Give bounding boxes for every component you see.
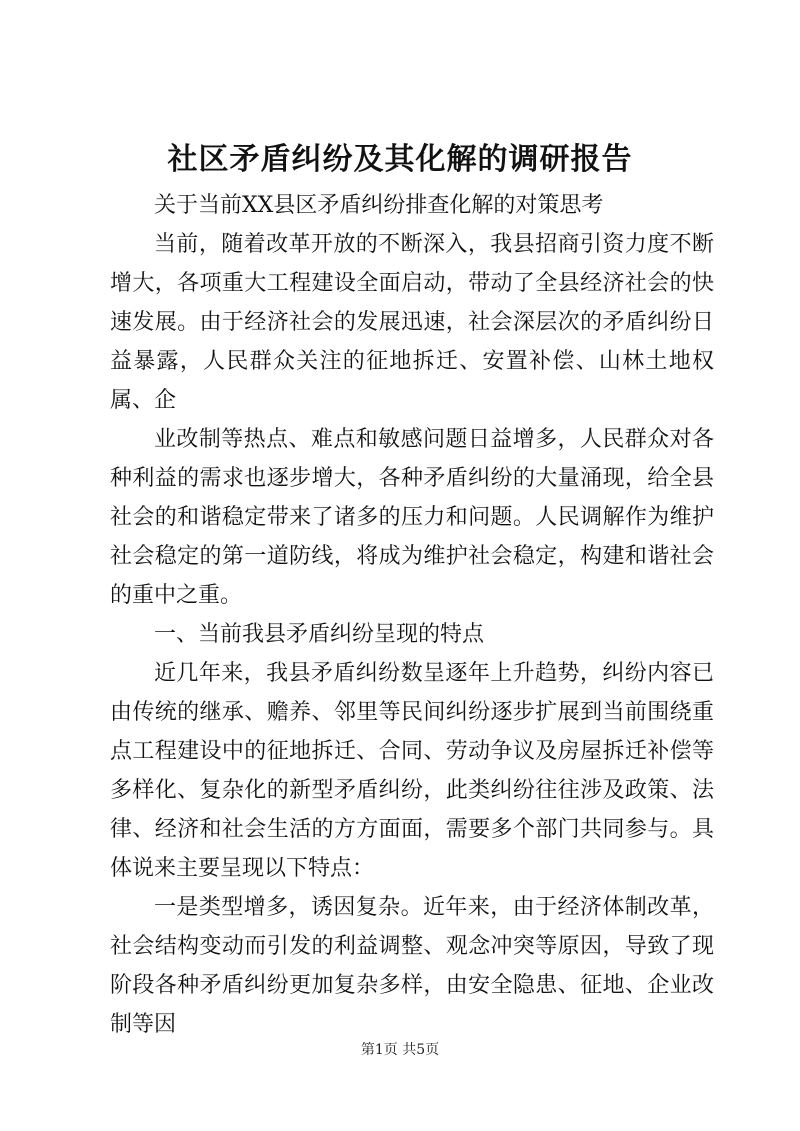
body-paragraph: 一是类型增多，诱因复杂。近年来，由于经济体制改革，社会结构变动而引发的利益调整、观念冲突等原因，导致了现阶段各种矛盾纠纷更加复杂多样，由安全隐患、征地、企业改制等因 xyxy=(110,895,714,1037)
section-heading: 一、当前我县矛盾纠纷呈现的特点 xyxy=(154,622,485,647)
subtitle-paragraph: 关于当前XX县区矛盾纠纷排查化解的对策思考 xyxy=(154,193,604,218)
page-footer: 第1页 共5页 xyxy=(360,1042,440,1058)
body-paragraph: 当前，随着改革开放的不断深入，我县招商引资力度不断增大，各项重大工程建设全面启动，带动了全县经济社会的快速发展。由于经济社会的发展迅速，社会深层次的矛盾纠纷日益暴露，人民群众关注的征地拆迁、安置补偿、山林土地权属、企 xyxy=(110,232,714,413)
document-title: 社区矛盾纠纷及其化解的调研报告 xyxy=(167,142,633,177)
body-paragraph: 业改制等热点、难点和敏感问题日益增多，人民群众对各种利益的需求也逐步增大，各种矛盾纠纷的大量涌现，给全县社会的和谐稳定带来了诸多的压力和问题。人民调解作为维护社会稳定的第一道防线，将成为维护社会稳定，构建和谐社会的重中之重。 xyxy=(110,427,714,608)
body-paragraph: 近几年来，我县矛盾纠纷数呈逐年上升趋势，纠纷内容已由传统的继承、赡养、邻里等民间纠纷逐步扩展到当前围绕重点工程建设中的征地拆迁、合同、劳动争议及房屋拆迁补偿等多样化、复杂化的新型矛盾纠纷，此类纠纷往往涉及政策、法律、经济和社会生活的方方面面，需要多个部门共同参与。具体说来主要呈现以下特点： xyxy=(110,661,714,881)
document-body xyxy=(110,186,714,1044)
